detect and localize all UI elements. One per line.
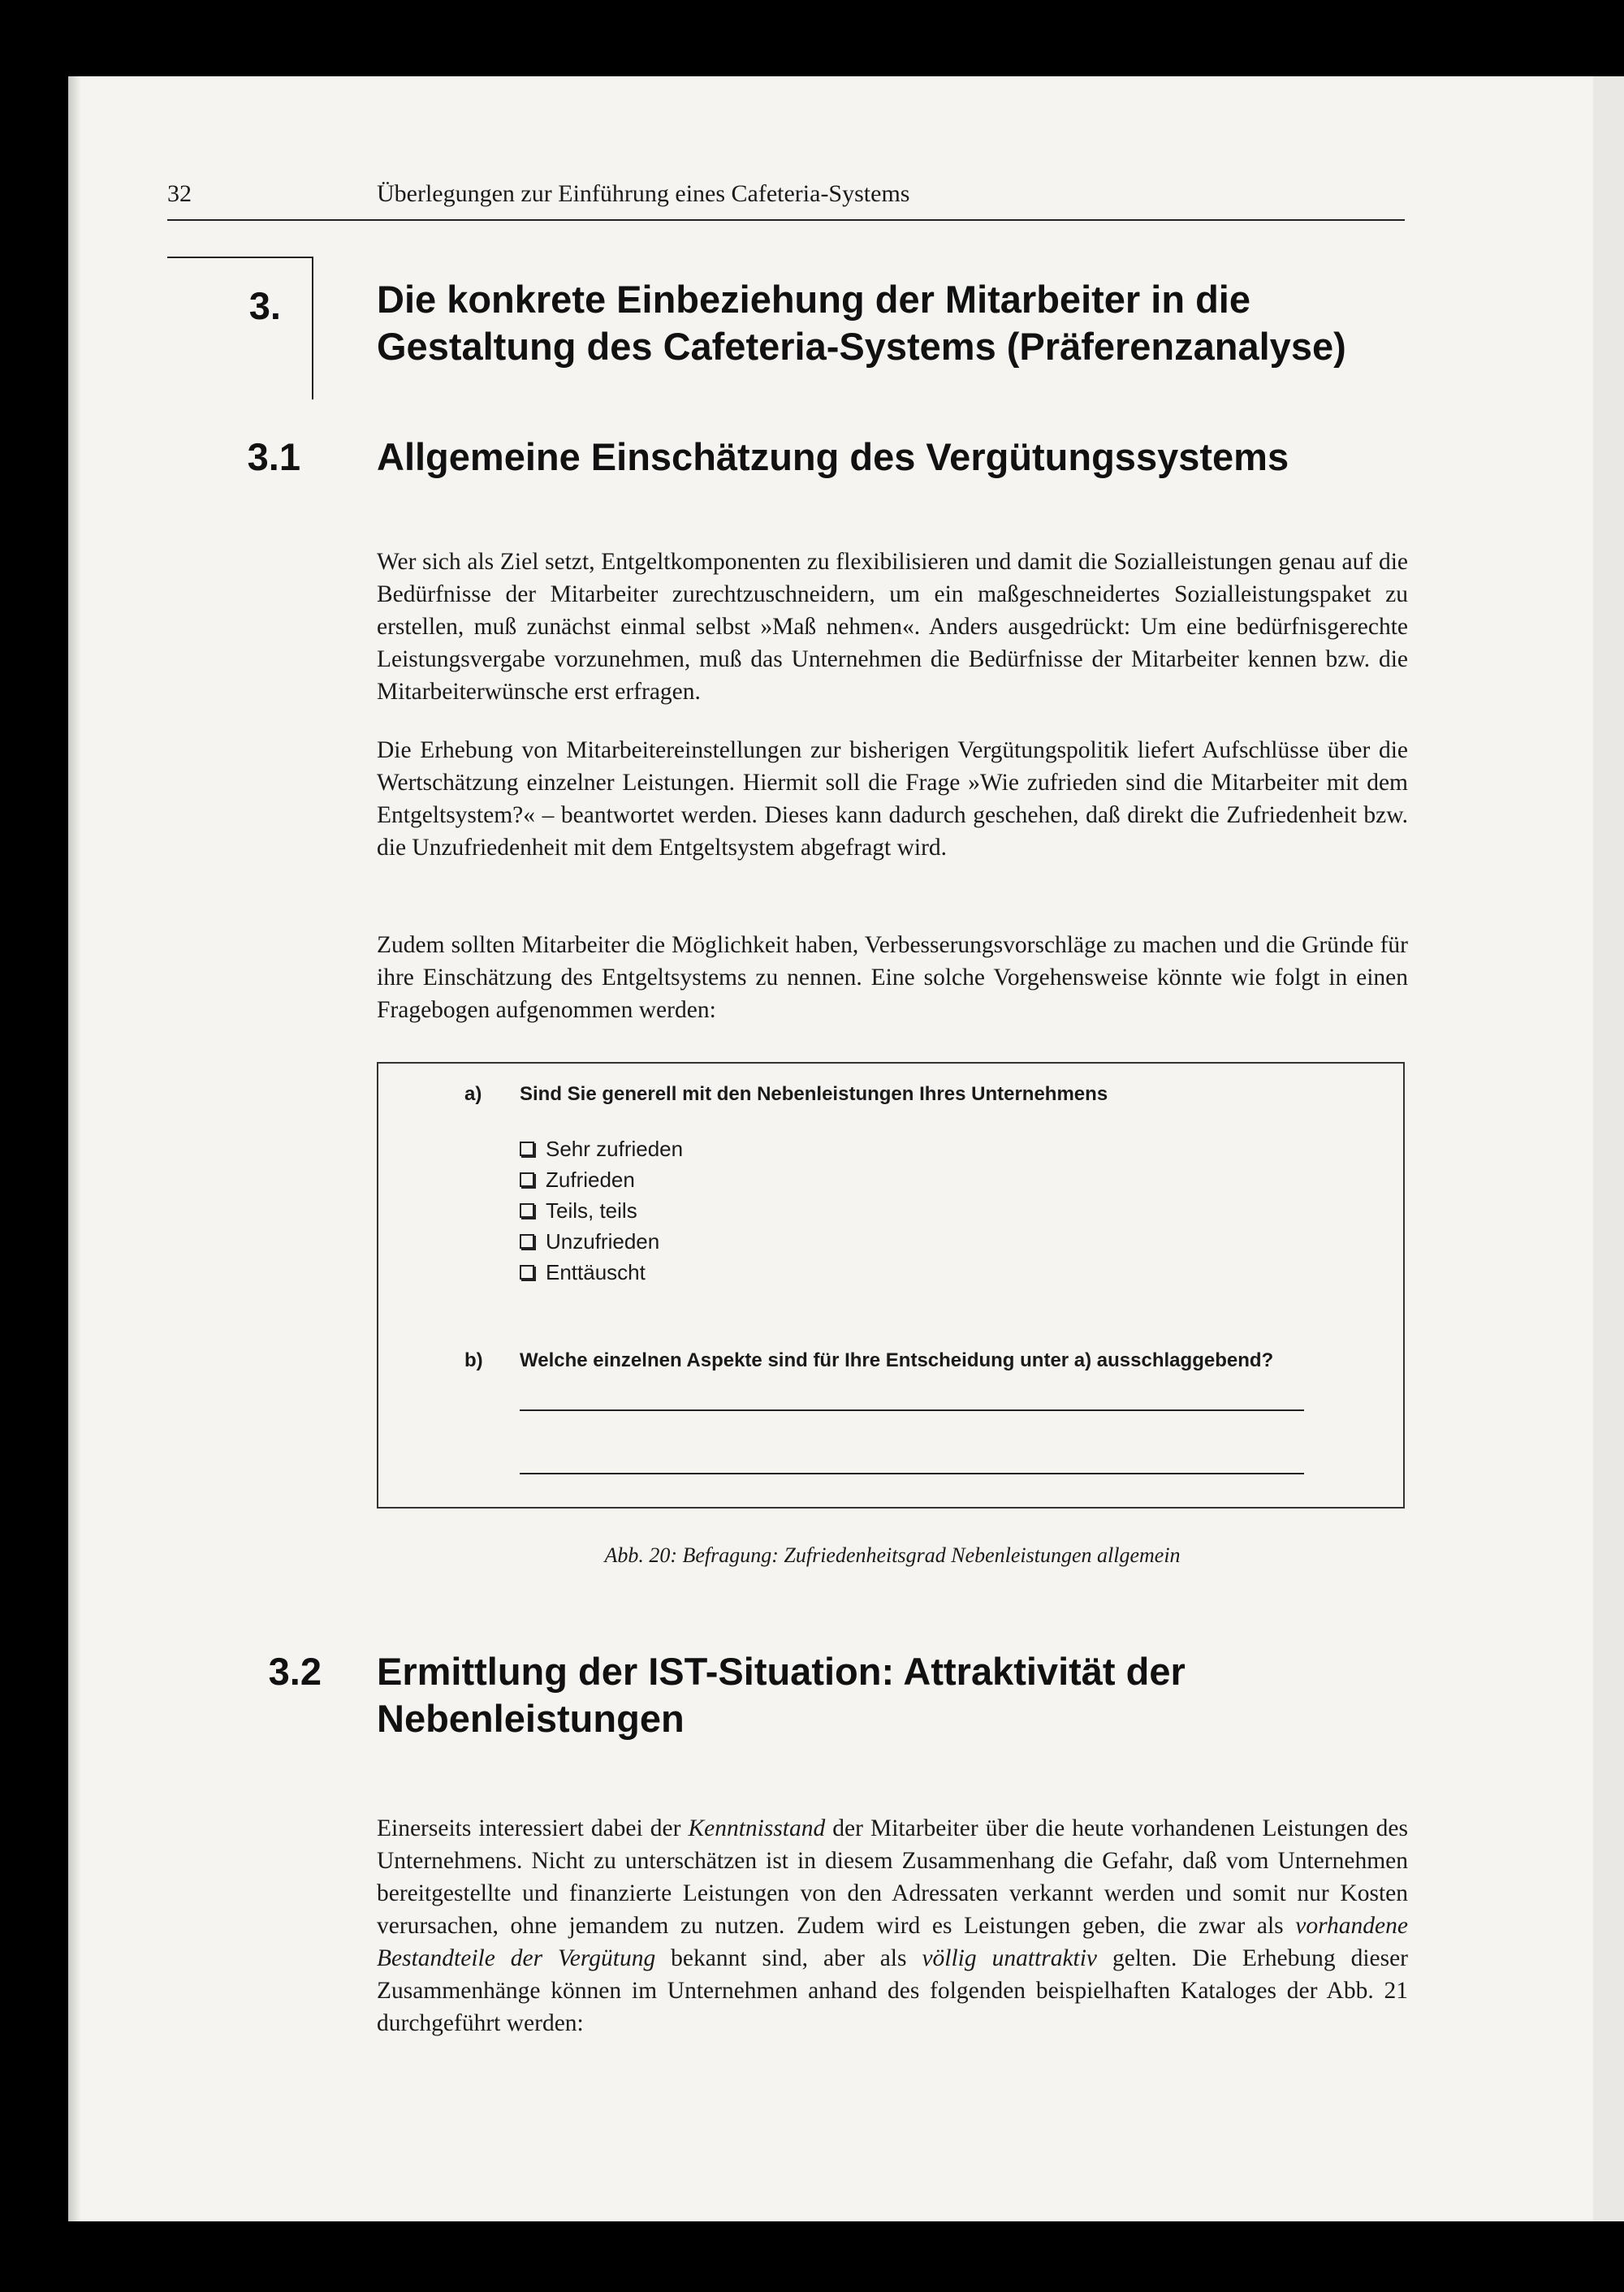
paragraph-2: Die Erhebung von Mitarbeitereinstellungen zur bisherigen Vergütungspolitik liefert Aufschlüsse über die Wertschätzung einzelner Leistungen. Hiermit soll die Frage »Wie zufrieden sind die Mitarbeiter mit dem Entgeltsystem?« – beantwortet werden. Dieses kann dadurch geschehen, daß direkt die Zufriedenheit bzw. die Unzufriedenheit mit dem Entgeltsystem abgefragt wird. (377, 737, 1408, 861)
answer-line-2[interactable] (520, 1473, 1304, 1474)
checkbox-icon[interactable] (520, 1142, 534, 1156)
section-3-1-title: Allgemeine Einschätzung des Vergütungssystems (377, 435, 1289, 478)
section-3-2-title-line2: Nebenleistungen (377, 1697, 685, 1740)
section-3-1-number: 3.1 (247, 435, 300, 478)
checkbox-icon[interactable] (520, 1265, 534, 1280)
question-b-text: Welche einzelnen Aspekte sind für Ihre Entscheidung unter a) ausschlaggebend? (520, 1349, 1274, 1371)
paragraph-3-2-em3: völlig unattraktiv (922, 1945, 1098, 1971)
paragraph-3: Zudem sollten Mitarbeiter die Möglichkeit haben, Verbesserungsvorschläge zu machen und die Gründe für ihre Einschätzung des Entgeltsystems zu nennen. Eine solche Vorgehensweise könnte wie folgt in einen Fragebogen aufgenommen werden: (377, 932, 1408, 1023)
checkbox-icon[interactable] (520, 1234, 534, 1249)
paragraph-3-2-em1: Kenntnisstand (688, 1815, 826, 1841)
paragraph-3-2-em2: vorhandene Bestandteile der Vergütung (377, 1913, 1408, 1971)
section-3-title-line1: Die konkrete Einbeziehung der Mitarbeiter in die (377, 278, 1250, 321)
option-label: Unzufrieden (546, 1229, 660, 1254)
option-label: Enttäuscht (546, 1260, 646, 1284)
section-3-2-title (377, 1648, 1432, 1742)
section-bracket-side (312, 257, 313, 399)
paragraph-3-2 (377, 1812, 1408, 2039)
option-teils-teils[interactable] (520, 1195, 637, 1226)
questionnaire-box (377, 1062, 1405, 1509)
header-rule (167, 219, 1405, 221)
paragraph-1: Wer sich als Ziel setzt, Entgeltkomponenten zu flexibilisieren und damit die Sozialleistungen genau auf die Bedürfnisse der Mitarbeiter zurechtzuschneidern, um ein maßgeschneidertes Sozialleistungspaket zu erstellen, muß zunächst einmal selbst »Maß nehmen«. Anders ausgedrückt: Um eine bedürfnisgerechte Leistungsvergabe vorzunehmen, muß das Unternehmen die Bedürfnisse der Mitarbeiter kennen bzw. die Mitarbeiterwünsche erst erfragen. (377, 549, 1408, 705)
page-shadow (68, 76, 81, 2221)
figure-caption: Abb. 20: Befragung: Zufriedenheitsgrad Nebenleistungen allgemein (604, 1543, 1181, 1567)
section-3-title-line2: Gestaltung des Cafeteria-Systems (Präferenzanalyse) (377, 325, 1346, 368)
checkbox-icon[interactable] (520, 1203, 534, 1218)
section-bracket-top (167, 257, 313, 258)
section-3-2-number: 3.2 (268, 1650, 322, 1693)
next-page-edge (1593, 76, 1624, 2221)
question-a-text: Sind Sie generell mit den Nebenleistungen Ihres Unternehmens (520, 1083, 1108, 1105)
answer-line-1[interactable] (520, 1409, 1304, 1411)
paragraph-3-2-part1: Einerseits interessiert dabei der (377, 1815, 689, 1841)
section-3-number: 3. (248, 284, 281, 327)
option-label: Zufrieden (546, 1168, 635, 1192)
question-a-label: a) (464, 1083, 482, 1105)
section-3-2-title-line1: Ermittlung der IST-Situation: Attraktivität der (377, 1650, 1186, 1693)
option-zufrieden[interactable] (520, 1164, 635, 1195)
question-b-label: b) (464, 1349, 483, 1371)
checkbox-icon[interactable] (520, 1172, 534, 1187)
option-sehr-zufrieden[interactable] (520, 1133, 683, 1164)
paragraph-3-2-part3: bekannt sind, aber als (655, 1945, 922, 1971)
option-enttaeuscht[interactable] (520, 1257, 646, 1288)
page-number: 32 (167, 180, 192, 207)
paragraph-3-2-part4: gelten. Die Erhebung dieser Zusammenhänge können im Unternehmen anhand des folgenden beispielhaften Kataloges der Abb. 21 durchgeführt werden: (377, 1945, 1408, 2036)
running-title: Überlegungen zur Einführung eines Cafeteria-Systems (377, 180, 910, 207)
option-unzufrieden[interactable] (520, 1226, 659, 1257)
section-3-title (377, 276, 1432, 370)
option-label: Teils, teils (546, 1198, 637, 1223)
option-label: Sehr zufrieden (546, 1137, 684, 1161)
paragraph-3-2-part2: der Mitarbeiter über die heute vorhandenen Leistungen des Unternehmens. Nicht zu unterschätzen ist in diesem Zusammenhang die Gefahr, daß vom Unternehmen bereitgestellte und finanzierte Leistungen von den Adressaten verkannt werden und somit nur Kosten verursachen, ohne jemandem zu nutzen. Zudem wird es Leistungen geben, die zwar als (377, 1815, 1408, 1939)
